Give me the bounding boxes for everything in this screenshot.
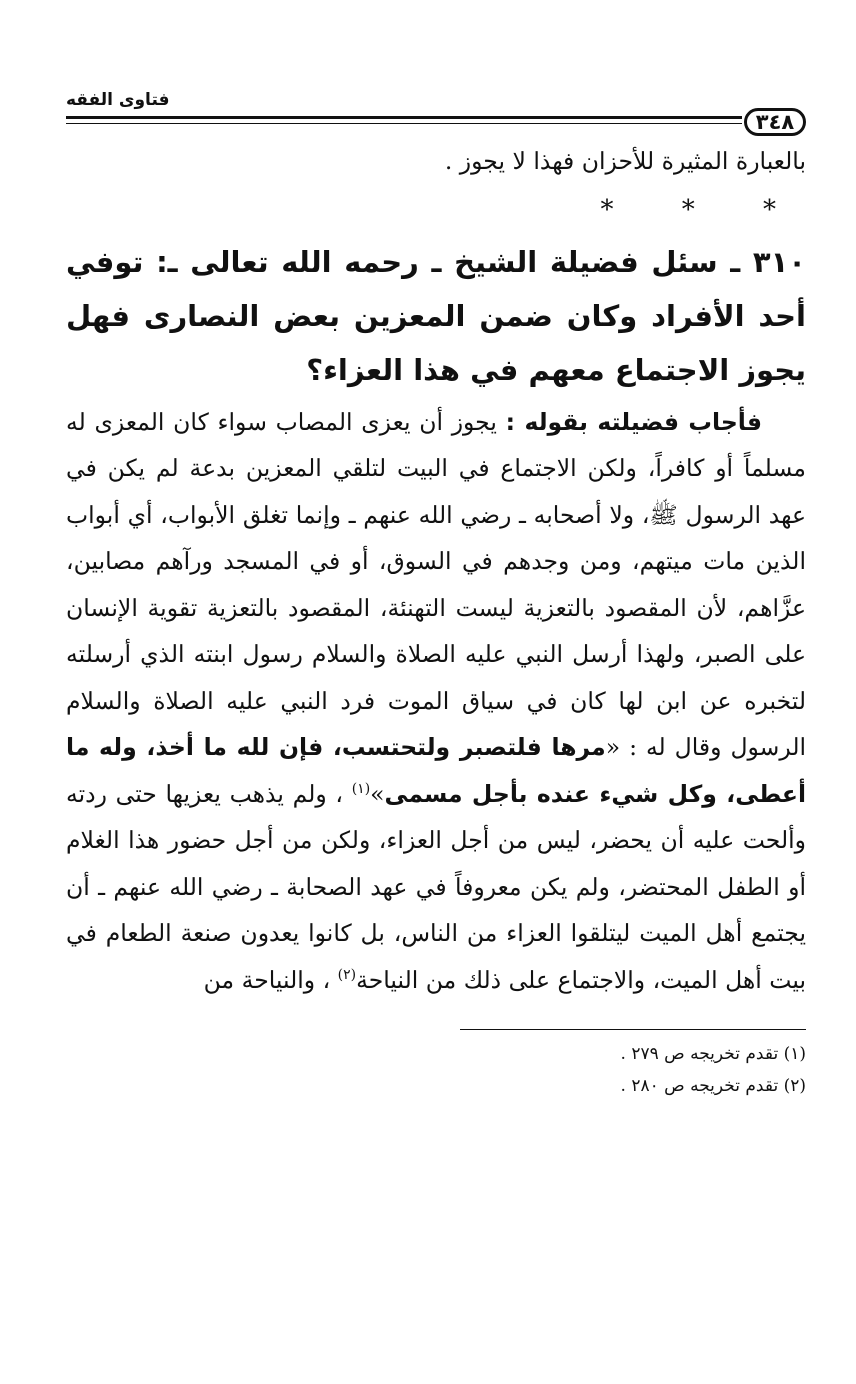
footnote-rule [460, 1029, 806, 1030]
page-number: ٣٤٨ [744, 108, 806, 136]
answer-part-2: ، ولم يذهب يعزيها حتى ردته وألحت عليه أن يحضر، ليس من أجل العزاء، ولكن من أجل حضور هذا الغلام أو الطفل المحتضر، ولم يكن معروفاً في عهد الصحابة ـ رضي الله عنهم ـ أن يجتمع أهل الميت ليتلقوا العزاء من الناس، بل كانوا يعدون صنعة الطعام في بيت أهل الميت، والاجتماع على ذلك من النياحة [66, 779, 806, 994]
hadith-quote: مرها فلتصبر ولتحتسب، فإن لله ما أخذ، وله ما أعطى، وكل شيء عنده بأجل مسمى [66, 733, 806, 808]
page-header [66, 86, 806, 138]
footnote-ref-2: (٢) [337, 966, 357, 983]
book-page [66, 86, 806, 1102]
intro-line: بالعبارة المثيرة للأحزان فهذا لا يجوز . [444, 147, 806, 175]
footnote-ref-1: (١) [351, 780, 371, 797]
answer-part-3: ، والنياحة من [203, 965, 338, 994]
question-heading: ٣١٠ ـ سئل فضيلة الشيخ ـ رحمه الله تعالى ـ: توفي أحد الأفراد وكان ضمن المعزين بعض النصارى فهل يجوز الاجتماع معهم في هذا العزاء؟ [66, 244, 806, 387]
header-rule [66, 116, 742, 124]
main-text [66, 138, 806, 1003]
section-separator: * * * [600, 194, 806, 225]
footnote-1: (١) تقدم تخريجه ص ٢٧٩ . [620, 1044, 806, 1064]
close-quote: » [370, 779, 385, 808]
answer-part-1: يجوز أن يعزى المصاب سواء كان المعزى له مسلماً أو كافراً، ولكن الاجتماع في البيت لتلقي المعزين بدعة لم يكن في عهد الرسول ﷺ، ولا أصحابه ـ رضي الله عنهم ـ وإنما تغلق الأبواب، أي أبواب الذين مات ميتهم، ومن وجدهم في السوق، أو في المسجد ورآهم مصابين، عزَّاهم، لأن المقصود بالتعزية ليست التهنئة، المقصود بالتعزية تقوية الإنسان على الصبر، ولهذا أرسل النبي عليه الصلاة والسلام رسول ابنته الذي أرسلته لتخبره عن ابن لها كان في سياق الموت فرد النبي عليه الصلاة والسلام الرسول وقال له : « [66, 407, 807, 761]
answer-lead: فأجاب فضيلته بقوله : [505, 407, 763, 436]
footnote-2: (٢) تقدم تخريجه ص ٢٨٠ . [620, 1076, 806, 1096]
answer-paragraph [66, 399, 806, 1004]
book-title: فتاوى الفقه [66, 90, 170, 110]
